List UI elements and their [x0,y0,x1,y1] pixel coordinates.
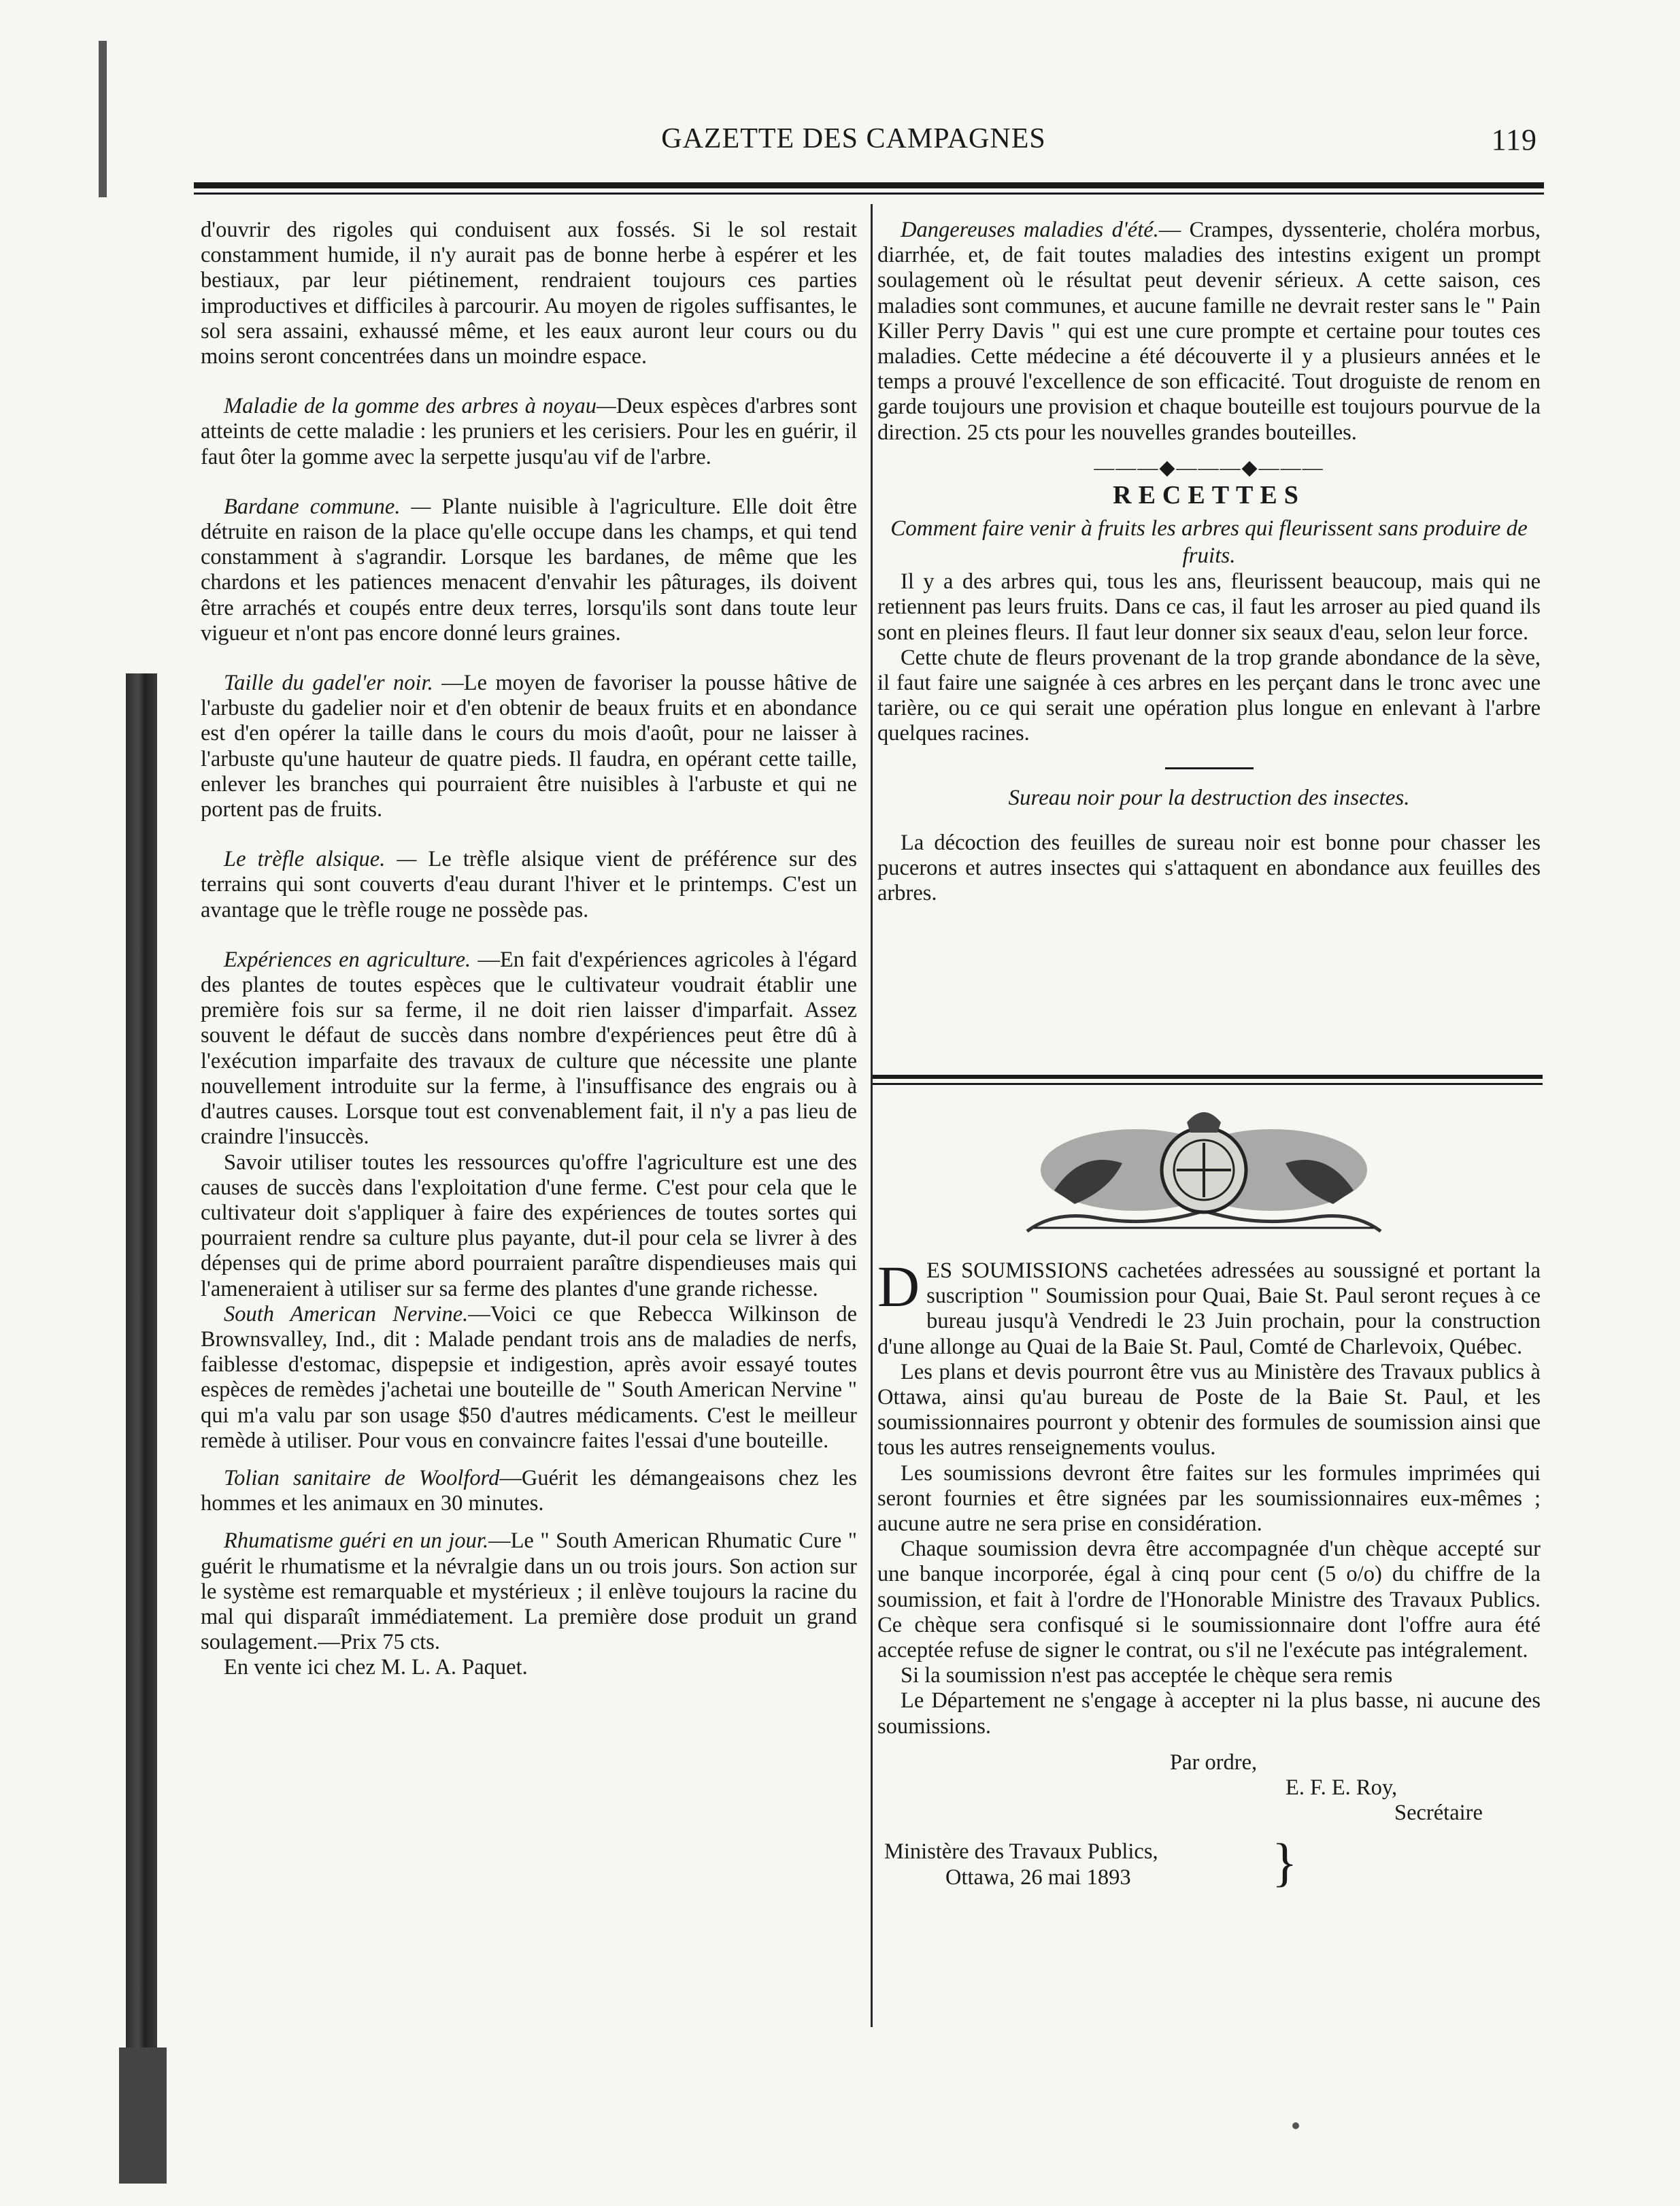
article-heading: Le trèfle alsique. — [224,847,417,872]
paragraph: Savoir utiliser toutes les ressources qu'offre l'agriculture est une des causes de succès dans l'exploitation d'une ferme. C'est pour cela que le cultivateur doit s'appliquer à faire des expériences de toutes sortes qui pourraient rendre sa culture plus payante, dut-il pour cela se livrer à des dépenses qui de prime abord pourraient paraître dispendieuses mais qui l'ameneraient à utiliser sur sa ferme des plantes d'une grande richesse. [201,1150,857,1301]
paragraph: Les plans et devis pourront être vus au Ministère des Travaux publics à Ottawa, ainsi qu'au bureau de Poste de la Baie St. Paul, et les soumissionnaires pourront y obtenir des formules de soumission ainsi que tous les autres renseignements voulus. [877,1359,1541,1460]
page-header [163,116,1544,163]
signature-place-text: Ministère des Travaux Publics, [884,1839,1158,1865]
paragraph [201,847,857,923]
header-rule [194,182,1544,188]
signature-date: Ottawa, 26 mai 1893 [945,1865,1131,1890]
recipe-title: Comment faire venir à fruits les arbres qui fleurissent sans produire de fruits. [890,516,1528,569]
article-heading: Dangereuses maladies d'été. [901,218,1159,242]
paragraph [201,394,857,470]
article-body: —Le moyen de favoriser la pousse hâtive de l'arbuste du gadelier noir et d'en obtenir de beaux fruits et en abondance est d'en opérer la taille dans le cours du mois d'août, pour ne laisser à l'arbuste qu'une hauteur de quatre pieds. Il faudra, en opérant cette taille, enlever les branches qui pourraient être nuisibles à l'arbuste et qui ne portent pas de fruits. [201,671,857,822]
section-title: RECETTES [1113,481,1305,510]
signature-block [877,1750,1541,1890]
ornament-rule: ———◆———◆——— [1094,456,1324,479]
tender-notice [877,1254,1541,1892]
recipe-title: Sureau noir pour la destruction des insectes. [1008,785,1410,810]
header-rule-thin [194,193,1544,195]
binding-shadow [126,673,157,2184]
paragraph: Cette chute de fleurs provenant de la trop grande abondance de la sève, il faut faire une saignée à ces arbres en les perçant dans le tronc avec une tarière, ou ce qui serait une opération plus longue en enlevant à l'arbre quelques racines. [877,645,1541,746]
paragraph: Les soumissions devront être faites sur les formules imprimées qui seront fournies et être signées par les soumissionnaires eux-mêmes ; aucune autre ne sera prise en considération. [877,1460,1541,1537]
article-body: —Guérit les démangeaisons chez les hommes et les animaux en 30 minutes. [201,1465,857,1516]
article-body: Plante nuisible à l'agriculture. Elle doit être détruite en raison de la place qu'elle occupe dans les champs, et qui tend constamment à s'agrandir. Lorsque les bardanes, de même que les chardons et les patiences menacent d'envahir les pâturages, ils doivent être arrachés et coupés entre deux terres, lorsqu'ils sont dans toute leur vigueur et n'ont pas encore donné leurs graines. [201,494,857,646]
paragraph [201,948,857,1150]
article-heading: Maladie de la gomme des arbres à noyau— [224,394,616,419]
signature-name: E. F. E. Roy, [1286,1775,1398,1801]
article-body: Le trèfle alsique vient de préférence sur des terrains qui sont couverts d'eau durant l'hiver et le printemps. C'est un avantage que le trèfle rouge ne possède pas. [201,847,857,922]
paragraph [201,1528,857,1655]
binding-edge [92,41,156,2184]
paragraph: En vente ici chez M. L. A. Paquet. [224,1655,528,1680]
paragraph: Il y a des arbres qui, tous les ans, fleurissent beaucoup, mais qui ne retiennent pas leurs fruits. Dans ce cas, il faut les arroser au pied quand ils sont en pleines fleurs. Il faut leur donner six seaux d'eau, selon leur force. [877,569,1541,645]
article-heading: Rhumatisme guéri en un jour. [224,1528,489,1554]
article-body: —Voici ce que Rebecca Wilkinson de Brownsvalley, Ind., dit : Malade pendant trois ans de maladies de nerfs, faiblesse d'estomac, dispepsie et indigestion, après avoir essayé toutes espèces de remèdes j'achetai une bouteille de " South American Nervine " qui m'a valu par son usage $50 d'autres médicaments. C'est le meilleur remède à utiliser. Pour vous en convaincre faites l'essai d'une bouteille. [201,1301,857,1453]
article-body: Deux espèces d'arbres sont atteints de cette maladie : les pruniers et les cerisiers. Pour les en guérir, il faut ôter la gomme avec la serpette jusqu'au vif de l'arbre. [201,394,857,469]
article-heading: Expériences en agriculture. [224,947,471,972]
signature-role: Secrétaire [1394,1801,1483,1826]
column-divider [871,204,873,2027]
section-rule-thin [873,1083,1543,1085]
paragraph [201,671,857,822]
paragraph [201,1302,857,1454]
right-column [877,218,1541,906]
paragraph: Chaque soumission devra être accompagnée d'un chèque accepté sur une banque incorporée, égal à cinq pour cent (5 o/o) du chiffre de la soumission, et fait à l'ordre de l'Honorable Ministre des Travaux Publics. Ce chèque sera confisqué si le soumissionnaire dont l'offre aura été acceptée refuse de signer le contrat, ou s'il ne l'exécute pas intégralement. [877,1537,1541,1663]
scan-speck [1292,2122,1299,2129]
article-heading: Taille du gadel'er noir. [224,671,433,696]
section-rule [873,1075,1543,1079]
paragraph: d'ouvrir des rigoles qui conduisent aux fossés. Si le sol restait constamment humide, il n'y aurait pas de bonne herbe à espérer et les bestiaux, par leur piétinement, rendraient toujours ces parties improductives et difficiles à parcourir. Au moyen de rigoles suffisantes, le sol sera assaini, exhaussé même, et les eaux auront leur cours ou du moins seront concentrées dans un moindre espace. [201,218,857,369]
article-heading: Bardane commune. — [224,494,431,519]
notice-body: ES SOUMISSIONS cachetées adressées au soussigné et portant la suscription " Soumission pour Quai, Baie St. Paul seront reçues à ce bureau jusqu'à Vendredi le 23 Juin prochain, pour la construction d'une allonge au Quai de la Baie St. Paul, Comté de Charlevoix, Québec. [877,1258,1541,1359]
paragraph: Le Département ne s'engage à accepter ni la plus basse, ni aucune des soumissions. [877,1688,1541,1739]
binding-mark [99,41,107,197]
binding-shadow-bottom [119,2048,167,2184]
left-column [201,218,857,1681]
paragraph [201,495,857,646]
divider [1165,767,1254,769]
page-title: GAZETTE DES CAMPAGNES [661,123,1046,154]
article-body: — Crampes, dyssenterie, choléra morbus, diarrhée, et, de fait toutes maladies des intestins exigent un prompt soulagement où le résultat peut devenir sérieux. A cette saison, ces maladies sont communes, et aucune famille ne devrait rester sans le " Pain Killer Perry Davis " qui est une cure prompte et certaine pour toutes ces maladies. Cette médecine a été découverte il y a plusieurs années et le temps a prouvé l'excellence de son efficacité. Tout droguiste de renom en garde toujours une provision et chaque bouteille est toujours pourvue de la direction. 25 cts pour les nouvelles grandes bouteilles. [877,218,1541,445]
paragraph: La décoction des feuilles de sureau noir est bonne pour chasser les pucerons et autres insectes qui s'attaquent en abondance aux feuilles des arbres. [877,830,1541,906]
brace-glyph: } [1272,1833,1298,1892]
article-heading: Tolian sanitaire de Woolford [224,1465,500,1490]
article-heading: South American Nervine. [224,1301,469,1326]
paragraph: Si la soumission n'est pas acceptée le chèque sera remis [901,1663,1393,1688]
drop-cap: D [877,1254,920,1319]
coat-of-arms-emblem [1013,1095,1394,1245]
page-number: 119 [1491,123,1537,156]
paragraph [877,1254,1541,1360]
paragraph [201,1466,857,1516]
article-body: —En fait d'expériences agricoles à l'égard des plantes de toutes espèces que le cultivateur voudrait établir une première fois sur sa ferme, il ne doit rien laisser d'imparfait. Assez souvent le défaut de succès dans nombre d'expériences peut être dû à l'exécution imparfaite des travaux de culture que nécessite une plante nouvellement introduite sur la ferme, à l'insuffisance des engrais ou à d'autres causes. Lorsque tout est convenablement fait, il n'y a pas lieu de craindre l'insuccès. [201,947,857,1150]
paragraph [877,218,1541,446]
signature-par-ordre: Par ordre, [1170,1750,1258,1775]
article-body: —Le " South American Rhumatic Cure " guérit le rhumatisme et la névralgie dans un ou trois jours. Son action sur le système est remarquable et mystérieux ; il enlève toujours la racine du mal qui disparaît immédiatement. La première dose produit un grand soulagement.—Prix 75 cts. [201,1528,857,1655]
